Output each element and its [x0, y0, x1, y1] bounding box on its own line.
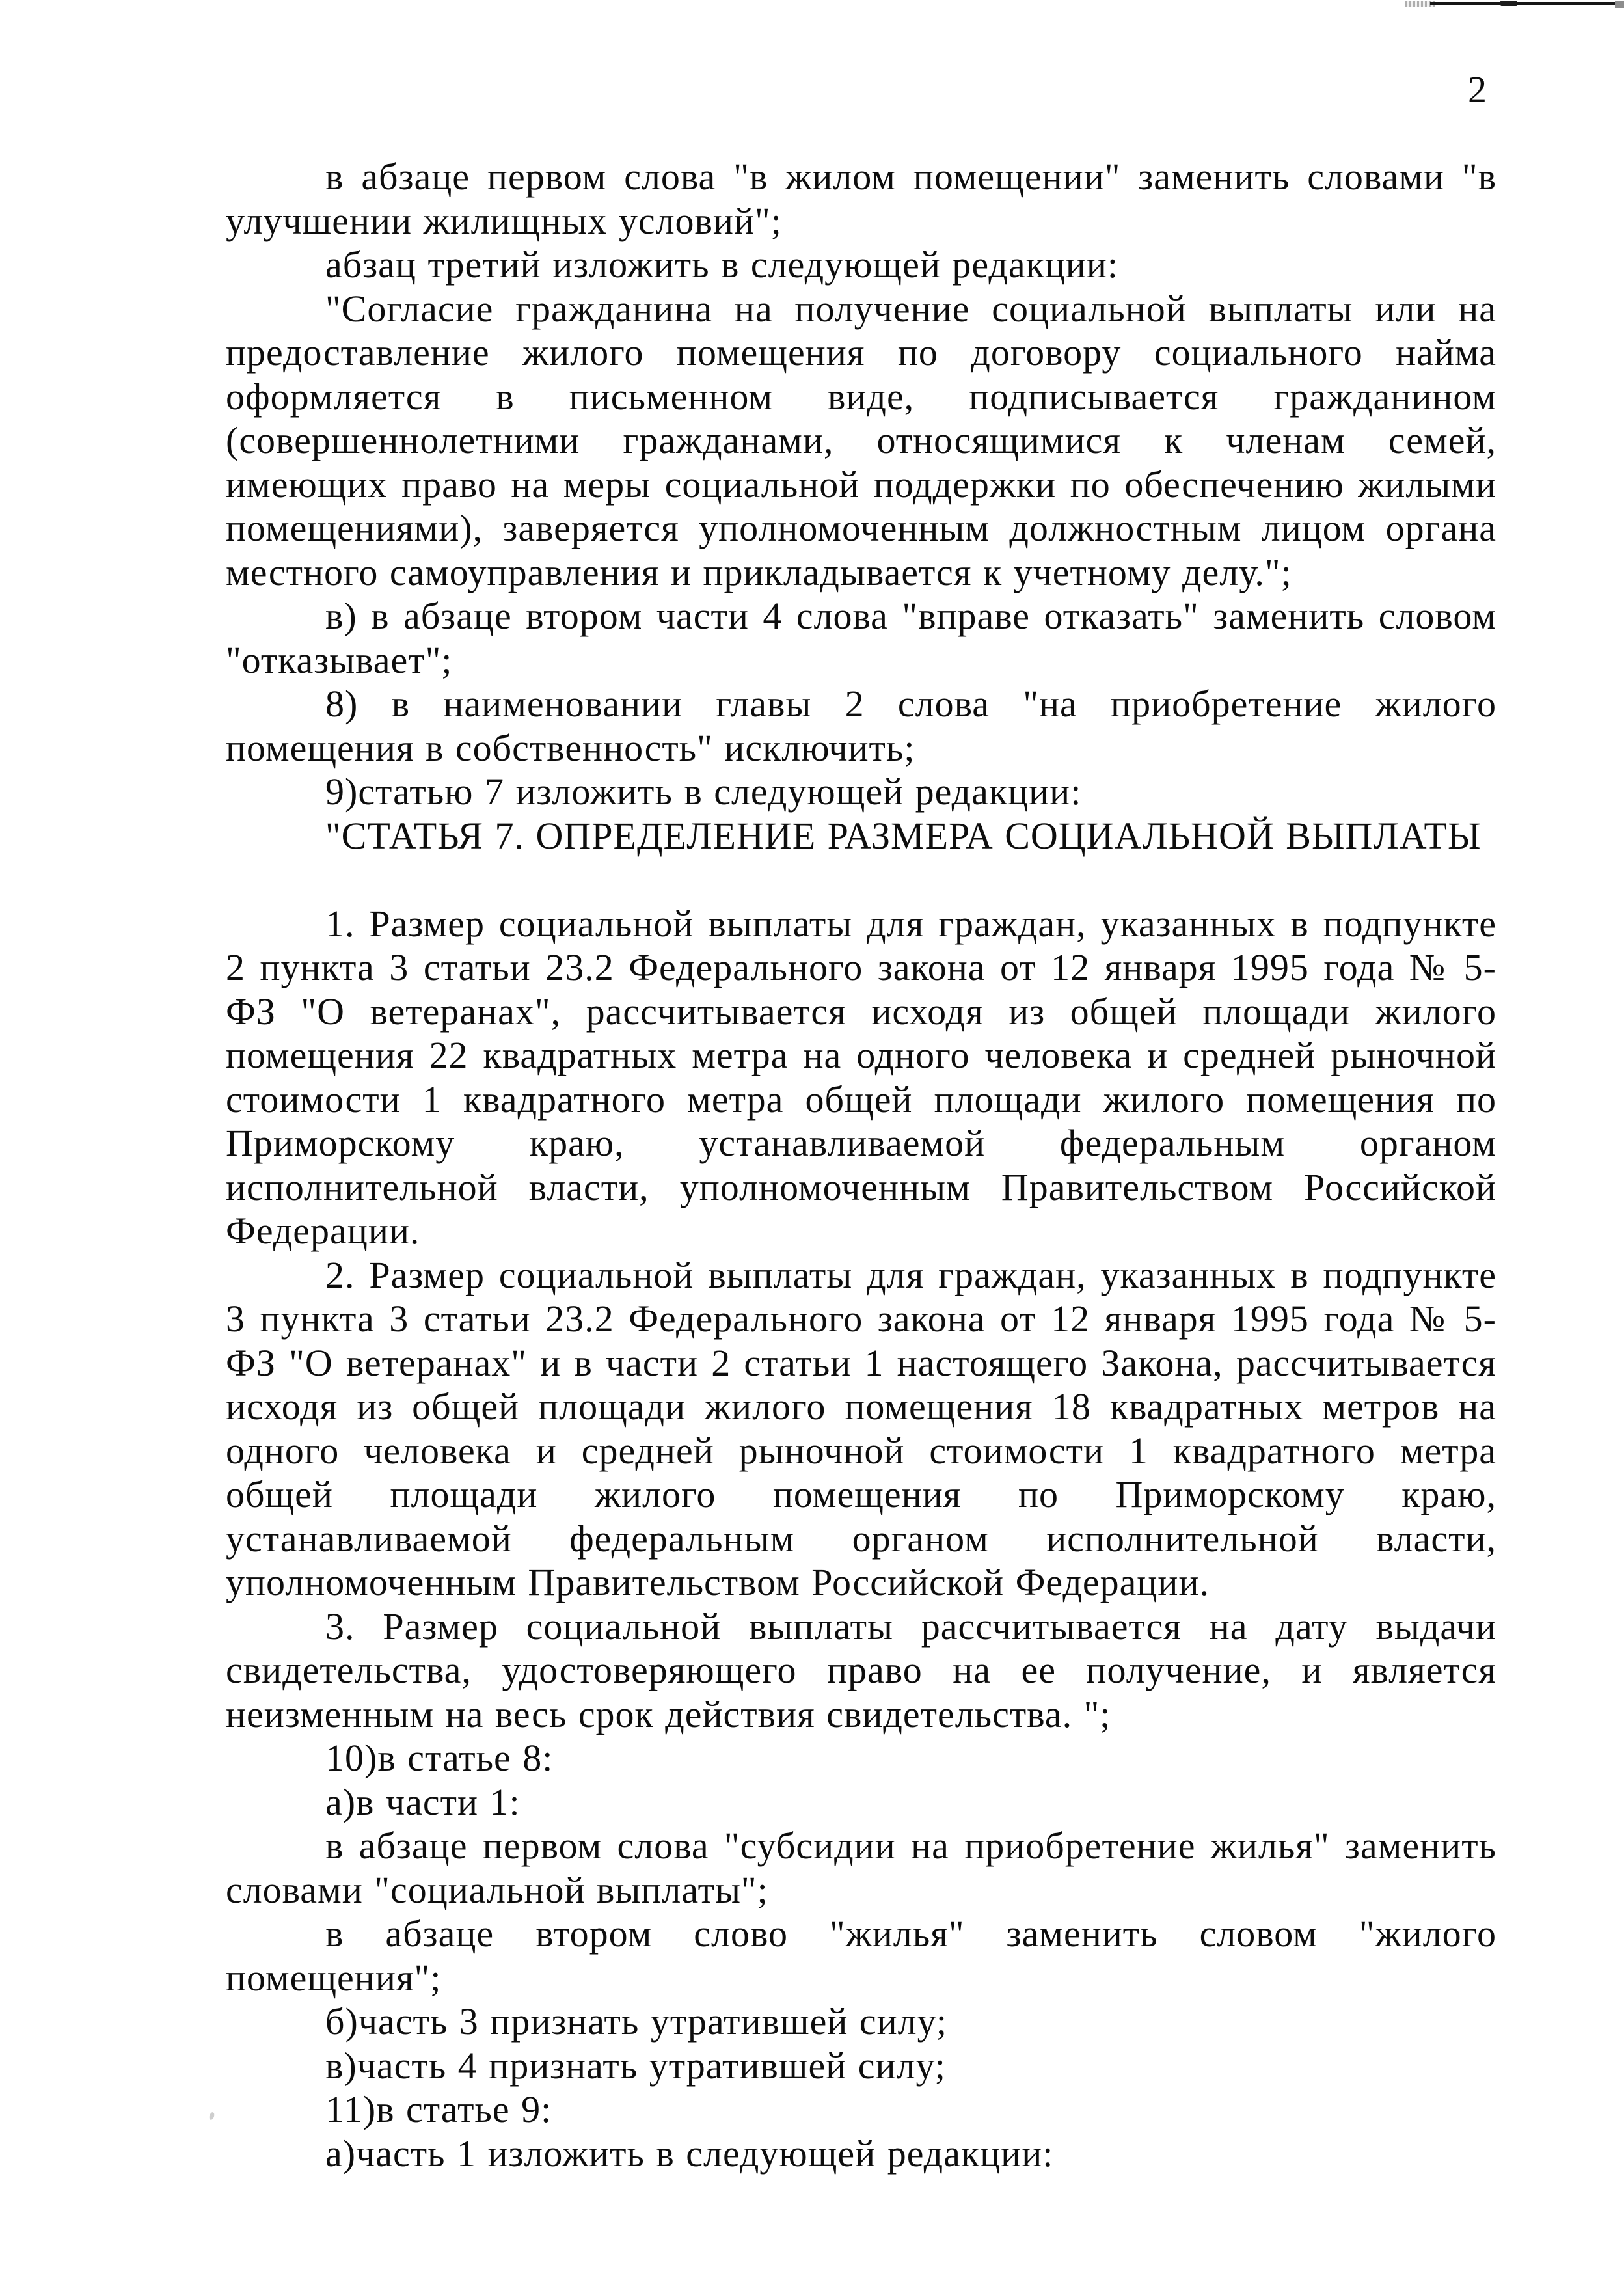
article-heading: "СТАТЬЯ 7. ОПРЕДЕЛЕНИЕ РАЗМЕРА СОЦИАЛЬНОЙ ВЫПЛАТЫ — [325, 814, 1482, 857]
scan-artifact-blob — [1500, 1, 1517, 6]
paragraph-quoted-text: "Согласие гражданина на получение социальной выплаты или на предоставление жилого помещения по договору социального найма оформляется в письменном виде, подписывается гражданином (совершеннолетними гражданами, относящимися к членам семей, имеющих право на меры социальной поддержки по обеспечению жилыми помещениями), заверяется уполномоченным должностным лицом органа местного самоуправления и прикладывается к учетному делу."; — [226, 287, 1496, 593]
paragraph-amendment: в абзаце первом слова "в жилом помещении" заменить словами "в улучшении жилищных условий"; — [226, 156, 1496, 242]
paragraph-amendment: а)часть 1 изложить в следующей редакции: — [325, 2132, 1054, 2175]
paragraph-amendment: в) в абзаце втором части 4 слова "вправе отказать" заменить словом "отказывает"; — [226, 595, 1496, 681]
document-body — [226, 155, 1496, 2175]
paragraph-amendment: в абзаце первом слова "субсидии на приобретение жилья" заменить словами "социальной выплаты"; — [226, 1825, 1496, 1911]
paragraph-amendment: 10)в статье 8: — [325, 1737, 554, 1779]
paragraph-amendment: в абзаце втором слово "жилья" заменить словом "жилого помещения"; — [226, 1912, 1496, 1999]
paragraph-amendment: в)часть 4 признать утратившей силу; — [325, 2044, 946, 2087]
paragraph-amendment: 9)статью 7 изложить в следующей редакции: — [325, 770, 1082, 813]
paragraph-amendment: 11)в статье 9: — [325, 2088, 552, 2130]
paragraph-amendment: абзац третий изложить в следующей редакции: — [325, 243, 1119, 286]
scan-artifact-dot — [208, 2112, 215, 2121]
scan-artifact-edge — [1615, 1, 1624, 8]
paragraph-amendment: а)в части 1: — [325, 1780, 521, 1823]
paragraph-amendment: 8) в наименовании главы 2 слова "на приобретение жилого помещения в собственность" исключить; — [226, 683, 1496, 769]
paragraph-article-item-1: 1. Размер социальной выплаты для граждан, указанных в подпункте 2 пункта 3 статьи 23.2 Федерального закона от 12 января 1995 года № 5-ФЗ "О ветеранах", рассчитывается исходя из общей площади жилого помещения 22 квадратных метра на одного человека и средней рыночной стоимости 1 квадратного метра общей площади жилого помещения по Приморскому краю, устанавливаемой федеральным органом исполнительной власти, уполномоченным Правительством Российской Федерации. — [226, 902, 1496, 1252]
scan-artifact-line — [1430, 2, 1619, 5]
paragraph-amendment: б)часть 3 признать утратившей силу; — [325, 2000, 947, 2043]
paragraph-article-item-3: 3. Размер социальной выплаты рассчитывается на дату выдачи свидетельства, удостоверяющего право на ее получение, и является неизменным на весь срок действия свидетельства. "; — [226, 1605, 1496, 1735]
page-number: 2 — [1468, 68, 1487, 111]
paragraph-article-item-2: 2. Размер социальной выплаты для граждан, указанных в подпункте 3 пункта 3 статьи 23.2 Федерального закона от 12 января 1995 года № 5-ФЗ "О ветеранах" и в части 2 статьи 1 настоящего Закона, рассчитывается исходя из общей площади жилого помещения 18 квадратных метров на одного человека и средней рыночной стоимости 1 квадратного метра общей площади жилого помещения по Приморскому краю, устанавливаемой федеральным органом исполнительной власти, уполномоченным Правительством Российской Федерации. — [226, 1253, 1496, 1603]
